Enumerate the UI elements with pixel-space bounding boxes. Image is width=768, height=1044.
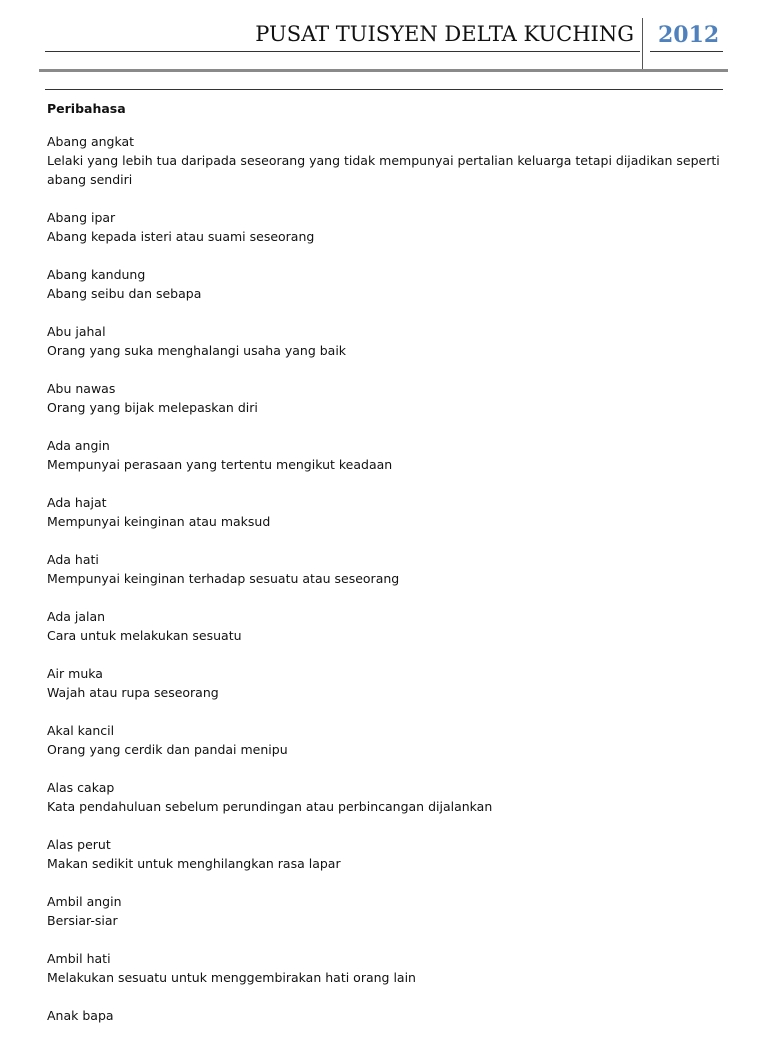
entry-meaning: Cara untuk melakukan sesuatu [47, 628, 242, 643]
list-item [47, 949, 727, 987]
header-title-underline [45, 51, 640, 52]
entry-meaning: Makan sedikit untuk menghilangkan rasa lapar [47, 856, 341, 871]
entry-term: Ada jalan [47, 609, 106, 624]
entry-meaning: Melakukan sesuatu untuk menggembirakan hati orang lain [47, 970, 416, 985]
list-item [47, 1006, 727, 1025]
list-item [47, 607, 727, 645]
entry-meaning: Abang kepada isteri atau suami seseorang [47, 229, 315, 244]
list-item [47, 208, 727, 246]
entry-meaning: Abang seibu dan sebapa [47, 286, 202, 301]
header-vertical-divider [642, 18, 643, 70]
entry-meaning: Wajah atau rupa seseorang [47, 685, 219, 700]
entry-meaning: Mempunyai keinginan atau maksud [47, 514, 271, 529]
document-body [47, 100, 727, 1044]
header-thin-divider [45, 89, 723, 90]
entry-meaning: Mempunyai perasaan yang tertentu mengikut keadaan [47, 457, 393, 472]
entry-meaning: Kata pendahuluan sebelum perundingan atau perbincangan dijalankan [47, 799, 493, 814]
page-header [0, 0, 768, 100]
list-item [47, 721, 727, 759]
list-item [47, 379, 727, 417]
list-item [47, 493, 727, 531]
header-year: 2012 [658, 22, 720, 48]
list-item [47, 132, 727, 189]
list-item [47, 265, 727, 303]
entry-meaning: Mempunyai keinginan terhadap sesuatu atau seseorang [47, 571, 400, 586]
entry-term: Ada angin [47, 438, 110, 453]
header-title: PUSAT TUISYEN DELTA KUCHING [255, 22, 634, 46]
entry-term: Ambil hati [47, 951, 111, 966]
list-item [47, 550, 727, 588]
entry-term: Ambil angin [47, 894, 122, 909]
header-thick-divider [39, 69, 728, 72]
entry-meaning: Bersiar-siar [47, 913, 118, 928]
entry-term: Ada hajat [47, 495, 107, 510]
list-item [47, 322, 727, 360]
entry-term: Alas perut [47, 837, 111, 852]
entry-term: Anak bapa [47, 1008, 114, 1023]
entry-term: Abang kandung [47, 267, 146, 282]
entry-term: Ada hati [47, 552, 99, 567]
entry-term: Abang ipar [47, 210, 116, 225]
list-item [47, 436, 727, 474]
entry-meaning: Orang yang cerdik dan pandai menipu [47, 742, 288, 757]
entry-list [47, 132, 727, 1025]
entry-term: Akal kancil [47, 723, 115, 738]
entry-term: Abu nawas [47, 381, 116, 396]
entry-term: Alas cakap [47, 780, 115, 795]
entry-term: Abu jahal [47, 324, 106, 339]
entry-meaning: Orang yang suka menghalangi usaha yang baik [47, 343, 347, 358]
list-item [47, 892, 727, 930]
list-item [47, 664, 727, 702]
entry-meaning: Orang yang bijak melepaskan diri [47, 400, 258, 415]
header-year-underline [650, 51, 723, 52]
entry-term: Air muka [47, 666, 103, 681]
list-item [47, 778, 727, 816]
section-heading: Peribahasa [47, 101, 126, 116]
entry-meaning: Lelaki yang lebih tua daripada seseorang yang tidak mempunyai pertalian keluarga tetapi dijadikan seperti abang sendiri [47, 153, 720, 187]
list-item [47, 835, 727, 873]
entry-term: Abang angkat [47, 134, 135, 149]
